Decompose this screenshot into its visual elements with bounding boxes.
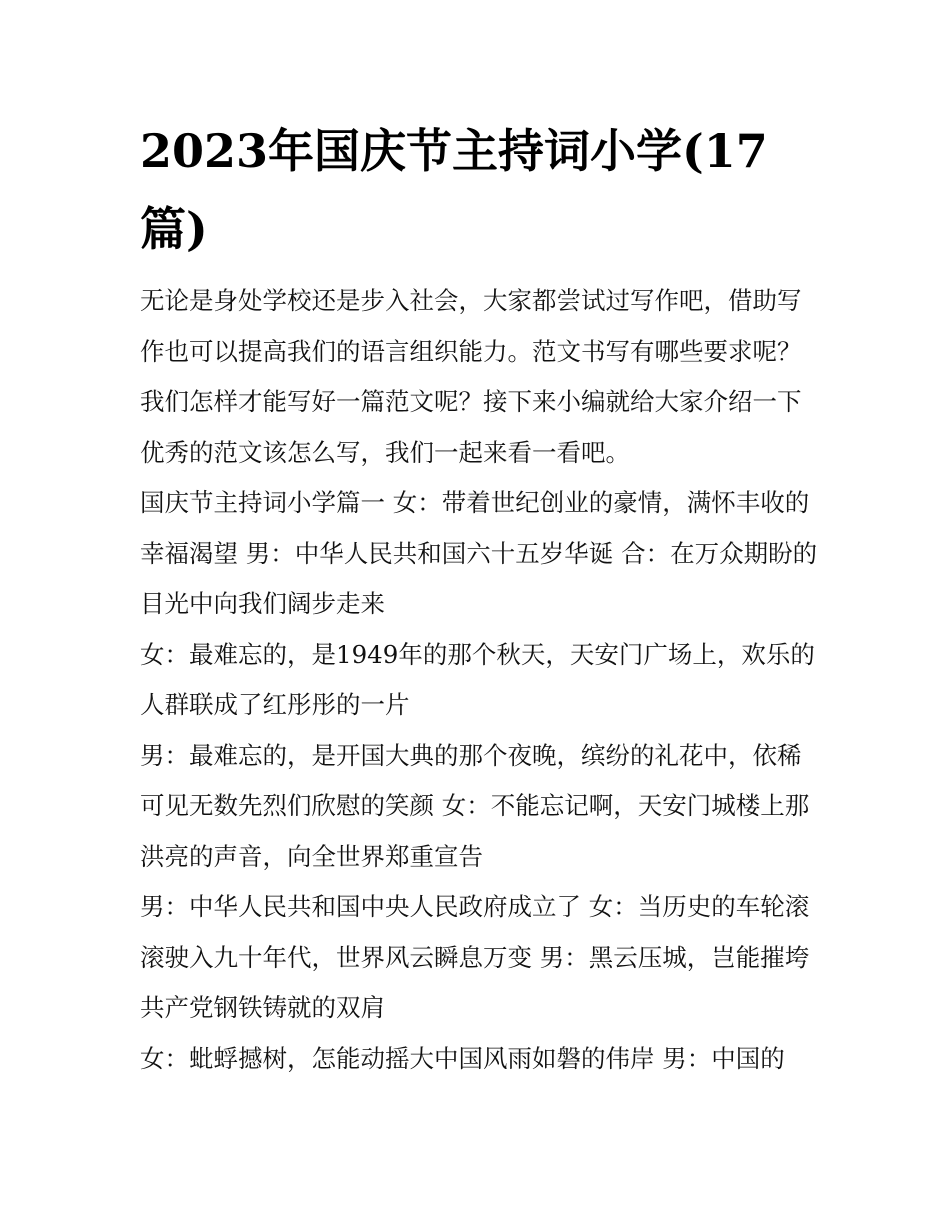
paragraph-4: 男：中华人民共和国中央人民政府成立了 女：当历史的车轮滚滚驶入九十年代，世界风云瞬息万变 男：黑云压城，岂能摧垮共产党钢铁铸就的双肩: [140, 892, 810, 1022]
paragraph-5: 女：蚍蜉撼树，怎能动摇大中国风雨如磐的伟岸 男：中国的: [140, 1043, 785, 1073]
paragraph-3: 男：最难忘的，是开国大典的那个夜晚，缤纷的礼花中，依稀可见无数先烈们欣慰的笑颜 女：不能忘记啊，天安门城楼上那洪亮的声音，向全世界郑重宣告: [140, 740, 810, 871]
paragraph-intro: 无论是身处学校还是步入社会，大家都尝试过写作吧，借助写作也可以提高我们的语言组织能力。范文书写有哪些要求呢？我们怎样才能写好一篇范文呢？接下来小编就给大家介绍一下优秀的范文该怎么写，我们一起来看一看吧。: [140, 286, 802, 467]
document-title: 2023年国庆节主持词小学(17篇): [140, 124, 768, 256]
document-body: [140, 276, 820, 1084]
paragraph-2: 女：最难忘的，是1949年的那个秋天，天安门广场上，欢乐的人群联成了红彤彤的一片: [140, 639, 815, 719]
paragraph-1: 国庆节主持词小学篇一 女：带着世纪创业的豪情，满怀丰收的幸福渴望 男：中华人民共和国六十五岁华诞 合：在万众期盼的目光中向我们阔步走来: [140, 488, 818, 618]
